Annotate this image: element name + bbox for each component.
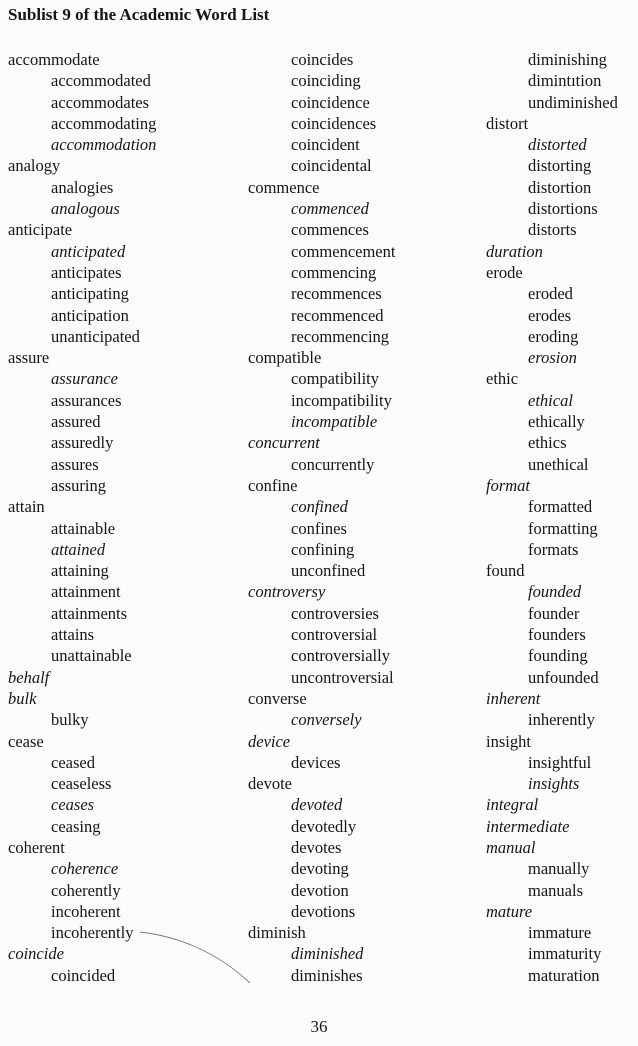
word-family-entry: founding [528,646,588,666]
word-column-3 [486,49,618,986]
word-family-entry: attainable [51,518,116,538]
word-family-entry: distortions [528,199,598,219]
word-family-entry: conversely [291,710,362,730]
word-family-entry: devotedly [291,816,357,836]
headword-entry: analogy [8,156,61,176]
word-family-entry: commencing [291,262,377,282]
word-family-entry: diminished [291,944,364,964]
word-family-entry: confines [291,518,347,538]
word-family-entry: insights [528,774,580,794]
word-column-2 [248,49,395,986]
headword-entry: duration [486,241,543,261]
word-family-entry: coincident [291,135,360,155]
word-family-entry: founder [528,603,580,623]
word-family-entry: unattainable [51,646,132,666]
headword-entry: bulk [8,688,37,708]
headword-entry: confine [248,475,298,495]
word-family-entry: coherently [51,880,121,900]
word-family-entry: controversies [291,603,379,623]
word-family-entry: concurrently [291,454,375,474]
word-family-entry: ethics [528,433,567,453]
headword-entry: device [248,731,291,751]
word-family-entry: unethical [528,454,589,474]
word-family-entry: unanticipated [51,326,140,346]
headword-entry: behalf [8,667,50,687]
word-family-entry: erosion [528,348,577,368]
word-family-entry: immaturity [528,944,602,964]
headword-entry: diminish [248,923,306,943]
word-family-entry: distorts [528,220,577,240]
word-family-entry: founded [528,582,582,602]
word-family-entry: accommodating [51,113,157,133]
word-family-entry: coincidental [291,156,372,176]
word-family-entry: incompatibility [291,390,392,410]
headword-entry: coherent [8,837,65,857]
word-family-entry: attainment [51,582,121,602]
word-column-1 [8,49,156,986]
word-family-entry: devotes [291,837,342,857]
word-family-entry: controversially [291,646,390,666]
word-family-entry: assuredly [51,433,114,453]
word-family-entry: incoherently [51,923,134,943]
word-family-entry: ethical [528,390,573,410]
headword-entry: compatible [248,348,322,368]
word-family-entry: analogies [51,177,114,197]
word-family-entry: incompatible [291,412,378,432]
word-family-entry: distorting [528,156,592,176]
word-family-entry: controversial [291,625,378,645]
word-family-entry: commences [291,220,369,240]
word-family-entry: attainments [51,603,128,623]
word-family-entry: insightful [528,752,592,772]
word-family-entry: devoting [291,859,349,879]
headword-entry: coincide [8,944,64,964]
word-family-entry: compatibility [291,369,379,389]
word-family-entry: founders [528,625,586,645]
word-family-entry: dimintıtion [528,71,602,91]
headword-entry: inherent [486,688,541,708]
word-family-entry: assures [51,454,99,474]
word-family-entry: incoherent [51,901,121,921]
word-family-entry: anticipates [51,262,122,282]
headword-entry: cease [8,731,44,751]
word-family-entry: ethically [528,412,585,432]
headword-entry: erode [486,262,523,282]
word-family-entry: commenced [291,199,369,219]
word-family-entry: confined [291,497,348,517]
word-family-entry: bulky [51,710,89,730]
word-family-entry: diminishing [528,50,607,69]
word-family-entry: undiminished [528,92,618,112]
word-family-entry: commencement [291,241,396,261]
headword-entry: attain [8,497,45,517]
headword-entry: concurrent [248,433,320,453]
word-family-entry: maturation [528,965,600,985]
word-family-entry: ceased [51,752,95,772]
word-family-entry: coherence [51,859,119,879]
word-family-entry: assurance [51,369,118,389]
word-family-entry: attaining [51,561,109,581]
word-family-entry: immature [528,923,592,943]
word-family-entry: recommencing [291,326,390,346]
word-family-entry: diminishes [291,965,363,985]
word-family-entry: coinciding [291,71,361,91]
headword-entry: found [486,561,525,581]
headword-entry: format [486,475,531,495]
headword-entry: ethic [486,369,519,389]
headword-entry: converse [248,688,307,708]
word-family-entry: anticipation [51,305,129,325]
word-family-entry: manually [528,859,590,879]
headword-entry: manual [486,837,536,857]
word-family-entry: recommenced [291,305,384,325]
word-family-entry: distorted [528,135,587,155]
word-family-entry: accommodated [51,71,151,91]
word-family-entry: uncontroversial [291,667,394,687]
word-family-entry: coincides [291,50,354,69]
headword-entry: accommodate [8,50,100,69]
word-family-entry: accommodates [51,92,150,112]
word-family-entry: ceasing [51,816,101,836]
word-family-entry: eroded [528,284,573,304]
headword-entry: intermediate [486,816,570,836]
word-family-entry: formats [528,539,579,559]
headword-entry: assure [8,348,50,368]
word-family-entry: recommences [291,284,382,304]
headword-entry: commence [248,177,320,197]
page-number: 36 [310,1017,328,1036]
word-family-entry: ceaseless [51,774,112,794]
word-family-entry: ceases [51,795,95,815]
headword-entry: integral [486,795,539,815]
word-family-entry: confining [291,539,355,559]
word-family-entry: manuals [528,880,583,900]
word-family-entry: anticipating [51,284,129,304]
headword-entry: mature [486,901,533,921]
word-family-entry: inherently [528,710,595,730]
word-family-entry: devotions [291,901,356,921]
word-family-entry: coincidences [291,113,377,133]
headword-entry: insight [486,731,531,751]
word-family-entry: assuring [51,475,106,495]
word-family-entry: anticipated [51,241,126,261]
word-family-entry: attains [51,625,95,645]
word-family-entry: devoted [291,795,343,815]
word-family-entry: formatting [528,518,598,538]
word-family-entry: unconfined [291,561,366,581]
word-family-entry: unfounded [528,667,599,687]
word-family-entry: distortion [528,177,592,197]
word-family-entry: attained [51,539,106,559]
headword-entry: anticipate [8,220,73,240]
word-family-entry: eroding [528,326,579,346]
word-family-entry: coincidence [291,92,370,112]
word-family-entry: accommodation [51,135,157,155]
word-family-entry: formatted [528,497,593,517]
headword-entry: devote [248,774,292,794]
page-title: Sublist 9 of the Academic Word List [8,5,270,24]
word-family-entry: assurances [51,390,122,410]
word-family-entry: devices [291,752,341,772]
word-family-entry: assured [51,412,101,432]
headword-entry: controversy [248,582,326,602]
headword-entry: distort [486,113,529,133]
word-family-entry: erodes [528,305,572,325]
word-family-entry: devotion [291,880,349,900]
word-family-entry: coincided [51,965,116,985]
word-family-entry: analogous [51,199,120,219]
